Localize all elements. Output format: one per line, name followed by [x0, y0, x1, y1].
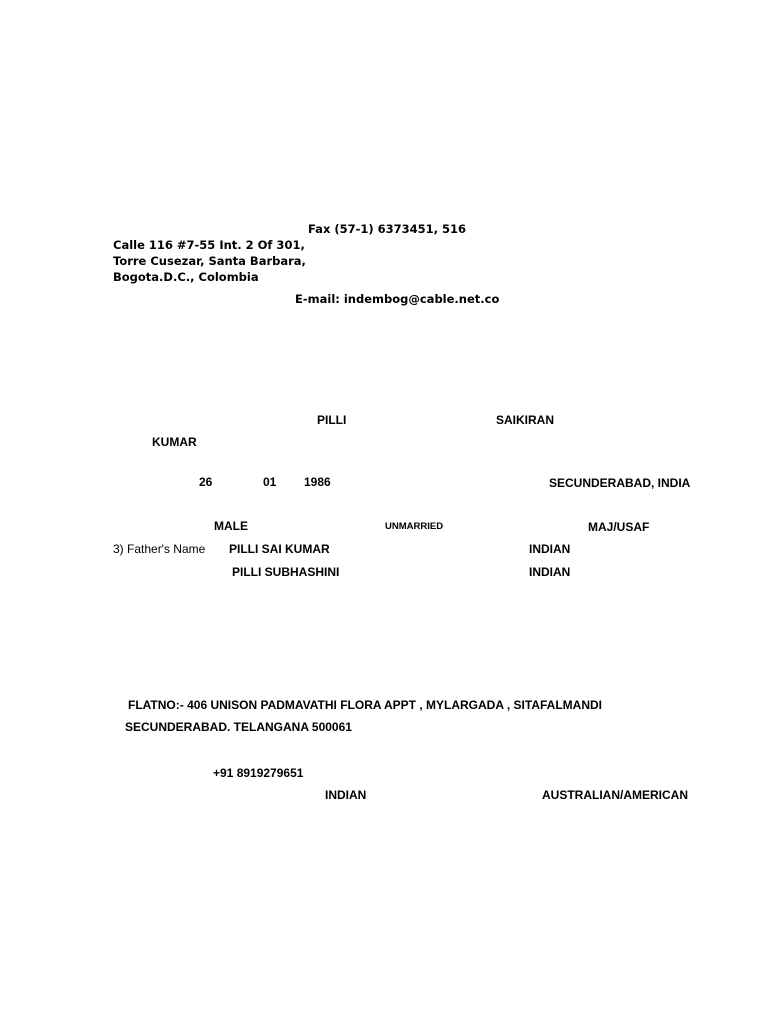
fathers-name-value: PILLI SAI KUMAR [229, 542, 330, 556]
embassy-address-line: Torre Cusezar, Santa Barbara, [113, 254, 306, 268]
place-of-birth-value: SECUNDERABAD, INDIA [549, 476, 691, 490]
residential-address-line: SECUNDERABAD. TELANGANA 500061 [125, 720, 352, 734]
dob-month-value: 01 [263, 475, 277, 489]
mothers-name-value: PILLI SUBHASHINI [232, 565, 340, 579]
given-name-value: SAIKIRAN [496, 413, 555, 427]
dob-year-value: 1986 [304, 475, 331, 489]
embassy-address-line: Bogota.D.C., Colombia [113, 270, 259, 284]
profession-value: MAJ/USAF [588, 520, 650, 534]
fathers-name-label: 3) Father's Name [113, 542, 206, 556]
previous-nationality-value: INDIAN [325, 788, 367, 802]
embassy-address-line: Calle 116 #7-55 Int. 2 Of 301, [113, 238, 305, 252]
email-address: E-mail: indembog@cable.net.co [295, 292, 500, 306]
residential-address-line: FLATNO:- 406 UNISON PADMAVATHI FLORA APPT , MYLARGADA , SITAFALMANDI [128, 698, 602, 712]
phone-value: +91 8919279651 [213, 766, 304, 780]
surname-value: PILLI [317, 413, 347, 427]
fax-number: Fax (57-1) 6373451, 516 [308, 222, 467, 236]
dob-day-value: 26 [199, 475, 213, 489]
mothers-nationality-value: INDIAN [529, 565, 571, 579]
embassy-address [113, 237, 306, 285]
middle-name-value: KUMAR [152, 435, 197, 449]
fathers-nationality-value: INDIAN [529, 542, 571, 556]
marital-status-value: UNMARRIED [385, 521, 444, 532]
sex-value: MALE [214, 519, 248, 533]
present-nationality-value: AUSTRALIAN/AMERICAN [542, 788, 688, 802]
